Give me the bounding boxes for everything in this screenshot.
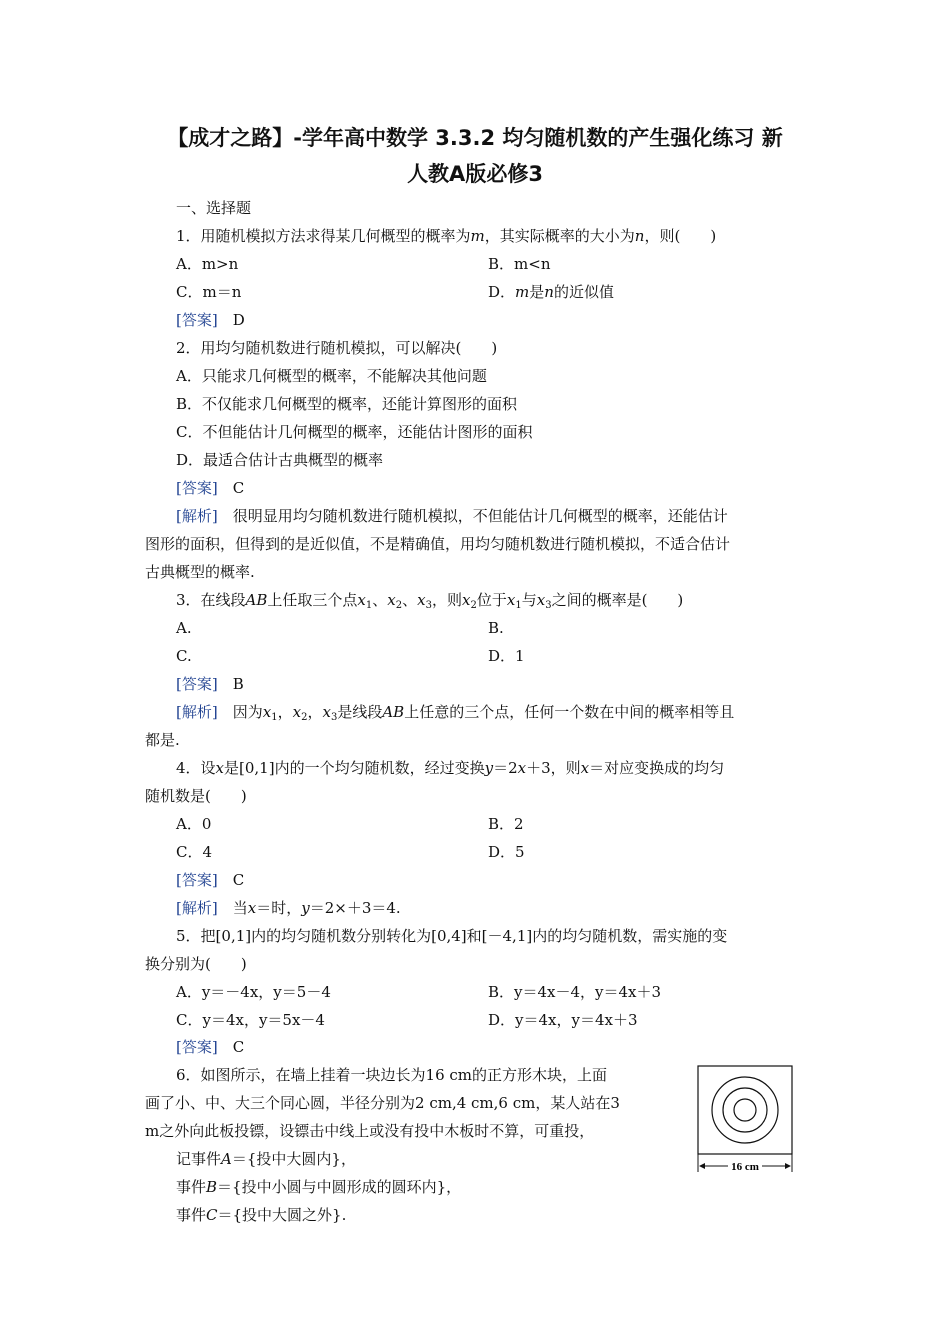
q3-e1: 因为 (232, 703, 263, 721)
q3-s7: 之间的概率是( ) (551, 591, 684, 609)
q6-stem-line1: 6．如图所示，在墙上挂着一块边长为16 cm的正方形木块，上面 (176, 1066, 608, 1084)
q3-answer (176, 674, 244, 694)
q2-explanation-tag: [解析] (176, 507, 218, 525)
q4-answer-value: C (232, 871, 245, 889)
q3-var-x2: x (387, 591, 396, 609)
q6-ev1-b: ＝{投中大圆内}， (231, 1150, 356, 1168)
q3-s5: 位于 (476, 591, 507, 609)
q4-option-b: B．2 (488, 815, 524, 833)
q6-stem-line2: 画了小、中、大三个同心圆，半径分别为2 cm,4 cm,6 cm，某人站在3 (145, 1094, 620, 1112)
q3-e2: ， (277, 703, 293, 721)
q1-d-m: m (515, 283, 530, 301)
q4-option-d: D．5 (488, 843, 525, 861)
q3-s3b: 、 (402, 591, 418, 609)
q3-e-ab: AB (382, 703, 405, 721)
q4-s5: ＝对应变换成的均匀 (589, 759, 725, 777)
q6-event-c (176, 1205, 346, 1225)
q6-ev3-a: 事件 (176, 1206, 207, 1224)
q3-var-x1b: x (506, 591, 516, 609)
q3-e3: 是线段 (337, 703, 383, 721)
q3-answer-tag: [答案] (176, 675, 218, 693)
q2-explanation-line2: 图形的面积，但得到的是近似值，不是精确值，用均匀随机数进行随机模拟，不适合估计 (145, 535, 731, 553)
q3-s3: 、 (372, 591, 388, 609)
q2-answer-value: C (232, 479, 245, 497)
q4-option-c: C．4 (176, 843, 213, 861)
q6-ev1-a: 记事件 (176, 1150, 222, 1168)
q4-s3: ＝2 (493, 759, 518, 777)
q4-e3: ＝2×＋3＝4. (309, 899, 401, 917)
q4-var-x3: x (580, 759, 590, 777)
q3-s2: 上任取三个点 (267, 591, 358, 609)
arrow-right-icon (785, 1163, 791, 1169)
q1-option-d (488, 282, 614, 302)
q3-answer-value: B (232, 675, 244, 693)
q1-option-b: B．m<n (488, 255, 551, 273)
q5-option-c: C．y＝4x，y＝5x－4 (176, 1011, 325, 1029)
q1-stem-text-c: ，则( ) (644, 227, 717, 245)
q3-var-x2b: x (462, 591, 471, 609)
q5-option-b: B．y＝4x－4，y＝4x＋3 (488, 983, 662, 1001)
q2-answer-tag: [答案] (176, 479, 218, 497)
q3-e2b: ， (307, 703, 323, 721)
q4-e-x: x (247, 899, 257, 917)
q6-var-b: B (206, 1178, 218, 1196)
q3-option-b: B. (488, 619, 504, 637)
q2-explanation-text1: 很明显用均匀随机数进行随机模拟，不但能估计几何概型的概率，还能估计 (232, 507, 728, 525)
q3-explanation-line2: 都是. (145, 731, 180, 749)
q2-stem: 2．用均匀随机数进行随机模拟，可以解决( ) (176, 339, 498, 357)
q1-stem-text-b: ，其实际概率的大小为 (484, 227, 635, 245)
q2-option-b: B．不仅能求几何概型的概率，还能计算图形的面积 (176, 395, 518, 413)
q4-var-y: y (484, 759, 494, 777)
q4-var-x: x (215, 759, 225, 777)
q3-explanation-tag: [解析] (176, 703, 218, 721)
q3-e-x1: x (262, 703, 272, 721)
q1-option-c: C．m＝n (176, 283, 242, 301)
q4-stem-line2: 随机数是( ) (145, 787, 247, 805)
q4-s2: 是[0,1]内的一个均匀随机数，经过变换 (224, 759, 485, 777)
q1-var-n: n (634, 227, 645, 245)
q1-answer (176, 310, 245, 330)
q4-option-a: A．0 (176, 815, 212, 833)
q4-e2: ＝时， (256, 899, 302, 917)
q2-option-c: C．不但能估计几何概型的概率，还能估计图形的面积 (176, 423, 533, 441)
section-heading: 一、选择题 (176, 199, 252, 217)
arrow-left-icon (699, 1163, 705, 1169)
q3-s6: 与 (521, 591, 537, 609)
document-title (140, 120, 810, 192)
q4-e1: 当 (232, 899, 248, 917)
q5-option-d: D．y＝4x，y＝4x＋3 (488, 1011, 638, 1029)
figure-dimension-label: 16 cm (731, 1161, 759, 1173)
q3-e-x2: x (292, 703, 302, 721)
q3-var-ab: AB (245, 591, 268, 609)
q5-option-a: A．y＝－4x，y＝5－4 (176, 983, 331, 1001)
q3-option-c: C. (176, 647, 192, 665)
q3-option-d: D．1 (488, 647, 525, 665)
medium-circle (723, 1088, 767, 1132)
q3-s4: ，则 (431, 591, 462, 609)
q2-explanation-line1 (176, 506, 728, 526)
q1-d-a: D． (488, 283, 516, 301)
q2-answer (176, 478, 244, 498)
q5-answer-tag: [答案] (176, 1038, 218, 1056)
q4-s4: ＋3，则 (526, 759, 581, 777)
q4-e-y: y (301, 899, 310, 917)
q6-var-a: A (221, 1150, 232, 1168)
q2-option-a: A．只能求几何概型的概率，不能解决其他问题 (176, 367, 487, 385)
q3-var-x1: x (357, 591, 366, 609)
q3-e4: 上任意的三个点，任何一个数在中间的概率相等且 (404, 703, 735, 721)
q6-ev2-b: ＝{投中小圆与中圆形成的圆环内}， (217, 1178, 462, 1196)
q2-option-d: D．最适合估计古典概型的概率 (176, 451, 384, 469)
q6-ev2-a: 事件 (176, 1178, 207, 1196)
q6-var-c: C (206, 1206, 218, 1224)
q5-stem-line2: 换分别为( ) (145, 955, 247, 973)
title-line-2: 人教A版必修3 (407, 162, 543, 186)
q1-stem (176, 226, 716, 246)
q3-explanation-line1: [解析] 因为$x_1$，$x_2$，$x_3$是线段AB上任意的三个点，任何一个数在中间的概率相等且 (176, 703, 735, 723)
q1-option-a: A．m>n (176, 255, 239, 273)
small-circle (734, 1099, 756, 1121)
q4-stem (176, 758, 724, 778)
large-circle (712, 1077, 778, 1143)
q4-answer-tag: [答案] (176, 871, 218, 889)
q3-stem: 3．在线段AB上任取三个点$x_1$、$x_2$、$x_3$，则$x_2$位于$x_1$与$x_3$之间的概率是( ) (176, 591, 684, 611)
title-line-1: 【成才之路】-学年高中数学 3.3.2 均匀随机数的产生强化练习 新 (167, 126, 783, 150)
q5-stem-line1: 5．把[0,1]内的均匀随机数分别转化为[0,4]和[－4,1]内的均匀随机数，需实施的变 (176, 927, 728, 945)
q1-answer-tag: [答案] (176, 311, 218, 329)
q1-stem-text-a: 1．用随机模拟方法求得某几何概型的概率为 (176, 227, 471, 245)
q5-answer-value: C (232, 1038, 245, 1056)
q2-explanation-line3: 古典概型的概率. (145, 563, 255, 581)
dartboard-figure (694, 1062, 796, 1176)
q4-s1: 4．设 (176, 759, 216, 777)
q3-option-a: A. (176, 619, 192, 637)
q4-var-x2: x (517, 759, 527, 777)
q6-event-a (176, 1149, 356, 1169)
q3-var-x3b: x (536, 591, 546, 609)
q3-e-x3: x (322, 703, 331, 721)
q4-explanation (176, 898, 401, 918)
q4-explanation-tag: [解析] (176, 899, 218, 917)
q6-ev3-b: ＝{投中大圆之外}. (217, 1206, 347, 1224)
q1-var-m: m (470, 227, 485, 245)
q3-var-x3: x (417, 591, 426, 609)
q1-d-b: 是 (529, 283, 545, 301)
q1-d-n: n (544, 283, 554, 301)
q6-event-b (176, 1177, 461, 1197)
q5-answer (176, 1037, 244, 1057)
q4-answer (176, 870, 244, 890)
q3-s1: 3．在线段 (176, 591, 246, 609)
q1-answer-value: D (232, 311, 245, 329)
q1-d-c: 的近似值 (553, 283, 614, 301)
q6-stem-line3: m之外向此板投镖，设镖击中线上或没有投中木板时不算，可重投， (145, 1122, 595, 1140)
